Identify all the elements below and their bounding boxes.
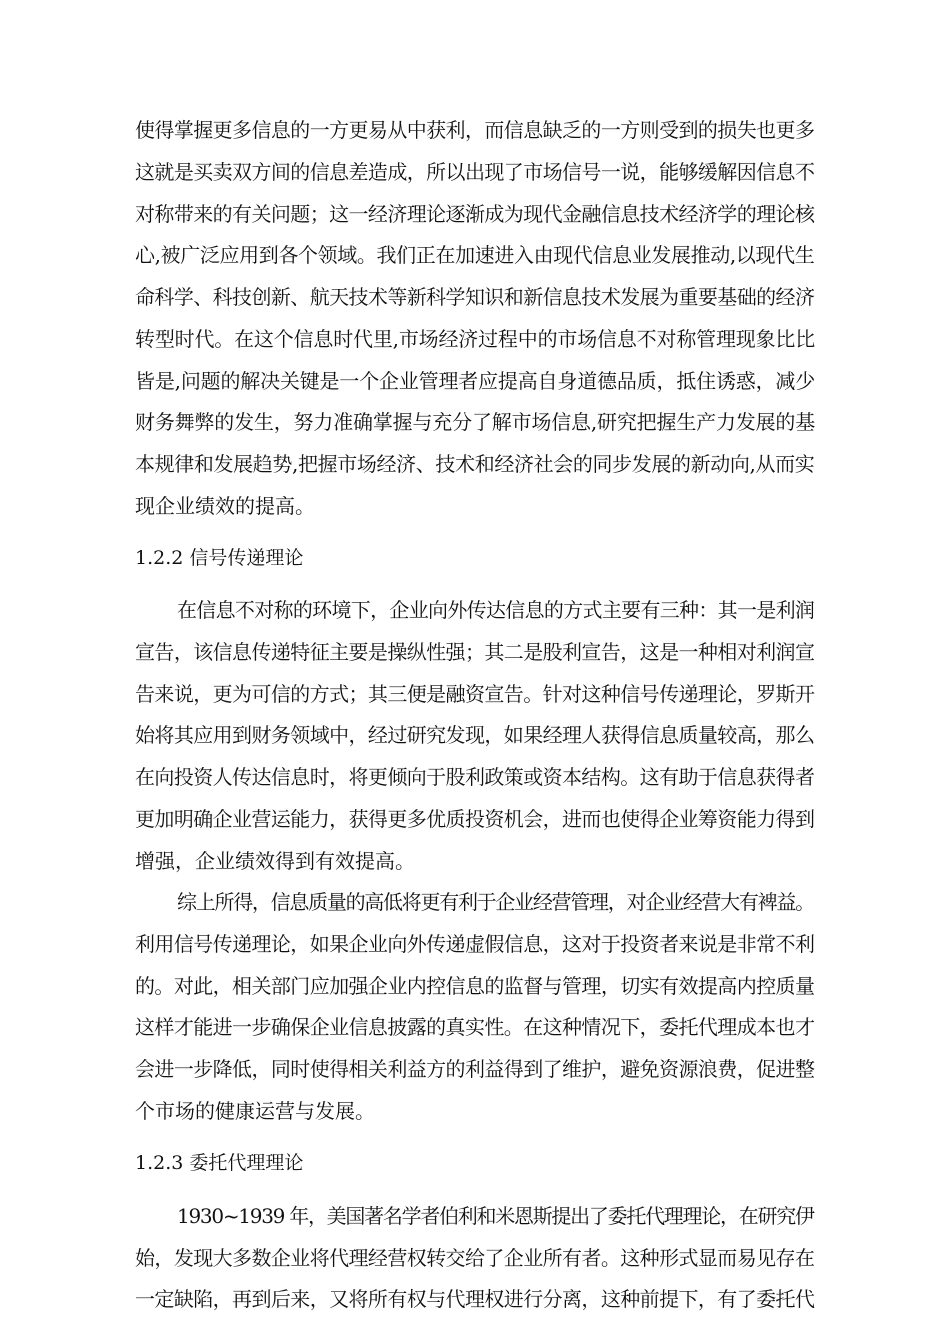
paragraph-line: 转型时代。在这个信息时代里,市场经济过程中的市场信息不对称管理现象比比 [135,327,816,351]
paragraph-line: 使得掌握更多信息的一方更易从中获利，而信息缺乏的一方则受到的损失也更多 [135,118,815,142]
paragraph-line: 更加明确企业营运能力，获得更多优质投资机会，进而也使得企业筹资能力得到 [135,807,815,831]
paragraph-line: 一定缺陷，再到后来，又将所有权与代理权进行分离，这种前提下，有了委托代 [135,1287,815,1311]
paragraph-line: 皆是,问题的解决关键是一个企业管理者应提高自身道德品质，抵住诱惑，减少 [135,369,816,393]
paragraph-line: 的。对此，相关部门应加强企业内控信息的监督与管理，切实有效提高内控质量 [135,974,815,998]
paragraph-line: 对称带来的有关问题；这一经济理论逐渐成为现代金融信息技术经济学的理论核 [135,202,815,226]
section-heading-1-2-3: 1.2.3 委托代理理论 [135,1152,304,1174]
paragraph-line: 综上所得，信息质量的高低将更有利于企业经营管理，对企业经营大有裨益。 [177,890,814,914]
paragraph-line: 财务舞弊的发生，努力准确掌握与充分了解市场信息,研究把握生产力发展的基 [135,410,816,434]
paragraph-line: 利用信号传递理论，如果企业向外传递虚假信息，这对于投资者来说是非常不利 [135,932,815,956]
paragraph-line: 这样才能进一步确保企业信息披露的真实性。在这种情况下，委托代理成本也才 [135,1015,815,1039]
paragraph-line: 这就是买卖双方间的信息差造成，所以出现了市场信号一说，能够缓解因信息不 [135,160,815,184]
paragraph-line: 现企业绩效的提高。 [135,494,315,518]
paragraph-line: 在信息不对称的环境下，企业向外传达信息的方式主要有三种：其一是利润 [177,598,815,622]
paragraph-line: 告来说，更为可信的方式；其三便是融资宣告。针对这种信号传递理论，罗斯开 [135,682,815,706]
paragraph-line: 1930~1939 年，美国著名学者伯利和米恩斯提出了委托代理理论，在研究伊 [177,1204,814,1228]
paragraph-line: 命科学、科技创新、航天技术等新科学知识和新信息技术发展为重要基础的经济 [135,285,815,309]
paragraph-line: 本规律和发展趋势,把握市场经济、技术和经济社会的同步发展的新动向,从而实 [135,452,815,476]
paragraph-line: 心,被广泛应用到各个领域。我们正在加速进入由现代信息业发展推动,以现代生 [135,243,815,267]
paragraph-line: 始，发现大多数企业将代理经营权转交给了企业所有者。这种形式显而易见存在 [135,1246,815,1270]
section-heading-1-2-2: 1.2.2 信号传递理论 [135,547,304,569]
paragraph-line: 宣告，该信息传递特征主要是操纵性强；其二是股利宣告，这是一种相对利润宣 [135,640,815,664]
paragraph-line: 始将其应用到财务领域中，经过研究发现，如果经理人获得信息质量较高，那么 [135,723,815,747]
paragraph-line: 个市场的健康运营与发展。 [135,1099,375,1123]
paragraph-line: 增强，企业绩效得到有效提高。 [135,849,415,873]
paragraph-line: 在向投资人传达信息时，将更倾向于股利政策或资本结构。这有助于信息获得者 [135,765,815,789]
paragraph-line: 会进一步降低，同时使得相关利益方的利益得到了维护，避免资源浪费，促进整 [135,1057,815,1081]
